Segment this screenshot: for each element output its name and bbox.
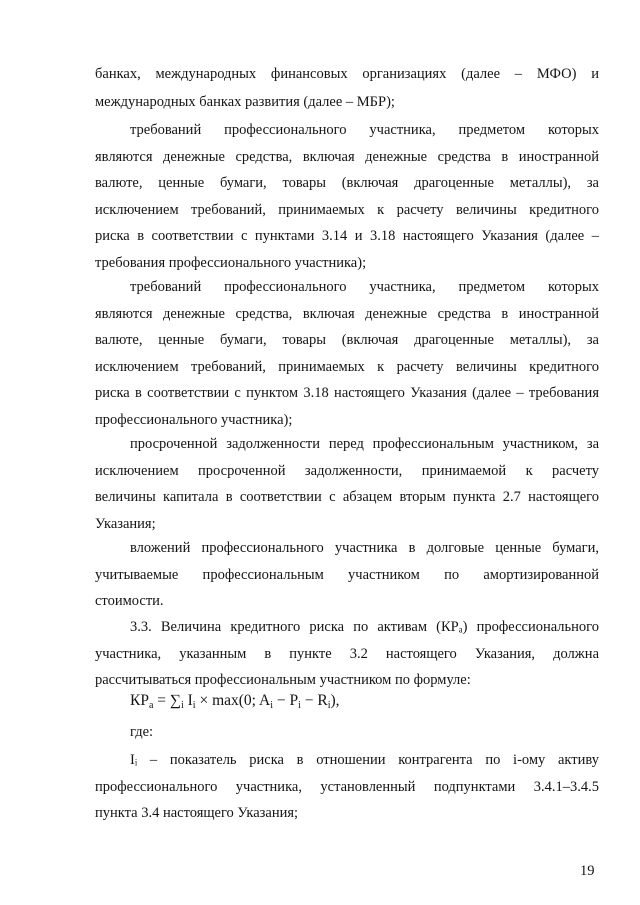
text-line: банках, международных финансовых организациях (далее – МФО) и xyxy=(95,66,599,82)
text-line: риска в соответствии с пунктами 3.14 и 3.18 настоящего Указания (далее – xyxy=(95,228,599,245)
text-line: валюте, ценные бумаги, товары (включая драгоценные металлы), за xyxy=(95,175,599,192)
credit-risk-formula xyxy=(130,691,340,716)
text-line: Iᵢ – показатель риска в отношении контрагента по i-ому активу xyxy=(130,752,599,768)
text-line: вложений профессионального участника в долговые ценные бумаги, xyxy=(130,540,599,556)
text-line: валюте, ценные бумаги, товары (включая драгоценные металлы), за xyxy=(95,332,599,349)
formula-asset-sub: i xyxy=(270,700,273,711)
formula-eq-sum: = ∑ xyxy=(153,692,181,709)
formula-sum-sub: i xyxy=(180,700,184,711)
text-line: риска в соответствии с пунктом 3.18 настоящего Указания (далее – требования xyxy=(95,385,599,402)
text-line: рассчитываться профессиональным участником по формуле: xyxy=(95,672,471,689)
text-line: величины капитала в соответствии с абзацем вторым пункта 2.7 настоящего xyxy=(95,489,599,506)
formula-r-sub: i xyxy=(327,700,331,711)
text-line: являются денежные средства, включая денежные средства в иностранной xyxy=(95,148,599,165)
text-line: исключением требований, принимаемых к расчету величины кредитного xyxy=(95,201,599,218)
text-line: профессионального участника); xyxy=(95,412,293,428)
text-line: профессионального участника, установленный подпунктами 3.4.1–3.4.5 xyxy=(95,778,599,795)
formula-lhs-sub: a xyxy=(148,700,154,711)
text-line: пункта 3.4 настоящего Указания; xyxy=(95,805,299,822)
text-line: требований профессионального участника, предметом которых xyxy=(130,122,599,138)
formula-max-term: × max(0; A xyxy=(195,692,271,709)
text-line: участника, указанным в пункте 3.2 настоящего Указания, должна xyxy=(95,645,599,662)
formula-lhs: КР xyxy=(130,692,149,709)
text-line: являются денежные средства, включая денежные средства в иностранной xyxy=(95,305,599,322)
formula-close: ), xyxy=(330,692,340,709)
text-line: исключением требований, принимаемых к расчету величины кредитного xyxy=(95,358,599,375)
text-line: 3.3. Величина кредитного риска по активам (КРₐ) профессионального xyxy=(130,619,599,635)
formula-p-sub: i xyxy=(298,700,301,711)
text-line: требования профессионального участника); xyxy=(95,255,367,271)
text-line: Указания; xyxy=(95,515,156,532)
text-line: стоимости. xyxy=(95,593,164,610)
text-line: исключением просроченной задолженности, принимаемой к расчету xyxy=(95,462,599,479)
formula-risk-term: I xyxy=(183,692,193,709)
text-line: учитываемые профессиональным участником по амортизированной xyxy=(95,566,599,583)
text-line: где: xyxy=(130,724,154,740)
formula-r-term: − R xyxy=(300,692,328,709)
formula-p-term: − P xyxy=(272,692,299,709)
text-line: требований профессионального участника, предметом которых xyxy=(130,279,599,295)
text-line: просроченной задолженности перед профессиональным участником, за xyxy=(130,436,599,452)
formula-risk-sub: i xyxy=(192,700,196,711)
page-number: 19 xyxy=(580,863,595,879)
text-line: международных банках развития (далее – МБР); xyxy=(95,94,395,110)
